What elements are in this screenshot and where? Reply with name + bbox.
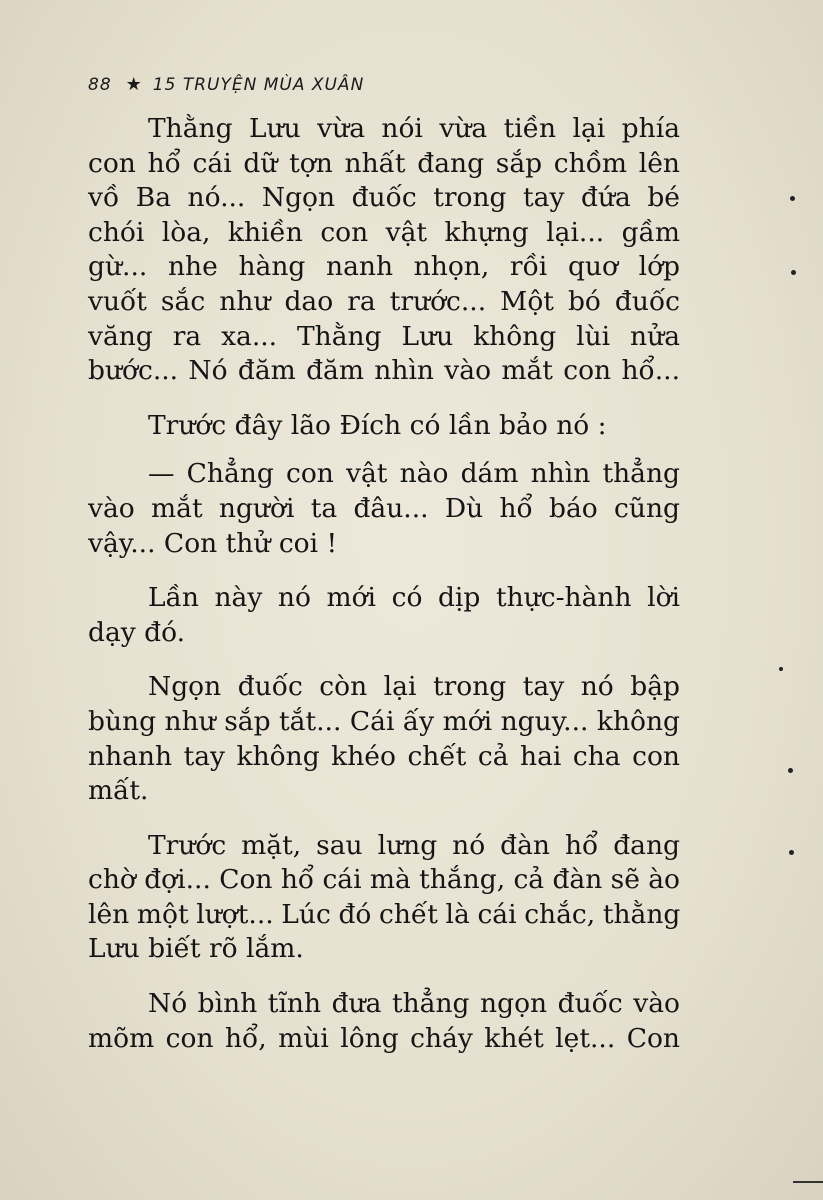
text-line: mất.	[88, 775, 149, 807]
text-line: văng ra xa... Thằng Lưu không lùi nửa	[88, 320, 680, 352]
text-line: chói lòa, khiền con vật khựng lại... gầm	[88, 216, 680, 248]
paragraph	[88, 409, 680, 444]
paragraph	[88, 670, 680, 808]
page-speck	[790, 196, 795, 201]
page-speck	[789, 850, 794, 855]
page-speck	[788, 768, 793, 773]
page-header	[88, 74, 364, 95]
star-icon: ★	[125, 74, 143, 95]
page-number: 88	[88, 75, 112, 95]
text-line: mõm con hổ, mùi lông cháy khét lẹt... Con	[88, 1022, 680, 1054]
text-line: vậy... Con thử coi !	[88, 527, 338, 559]
paragraph	[88, 112, 680, 389]
page-speck	[791, 270, 796, 275]
text-line: nhanh tay không khéo chết cả hai cha con	[88, 740, 680, 772]
paragraph	[88, 987, 680, 1056]
page-speck	[779, 667, 783, 671]
text-line: vồ Ba nó... Ngọn đuốc trong tay đứa bé	[88, 182, 680, 214]
text-line: Trước mặt, sau lưng nó đàn hổ đang	[148, 829, 680, 861]
text-line: vào mắt người ta đâu... Dù hổ báo cũng	[88, 492, 680, 524]
paragraph	[88, 457, 680, 561]
text-line: gừ... nhe hàng nanh nhọn, rồi quơ lớp	[88, 251, 680, 283]
text-line: — Chẳng con vật nào dám nhìn thẳng	[148, 458, 680, 490]
page-edge-mark	[793, 1181, 823, 1183]
text-line: Lưu biết rõ lắm.	[88, 933, 304, 965]
text-line: chờ đợi... Con hổ cái mà thắng, cả đàn sẽ ào	[88, 864, 680, 896]
paragraph	[88, 581, 680, 650]
book-title: 15 TRUYỆN MÙA XUÂN	[152, 75, 365, 95]
text-line: Trước đây lão Đích có lần bảo nó :	[148, 409, 607, 441]
text-line: lên một lượt... Lúc đó chết là cái chắc, thằng	[88, 898, 681, 930]
page-body	[88, 112, 680, 1056]
text-line: Lần này nó mới có dịp thực-hành lời	[148, 582, 680, 614]
text-line: bùng như sắp tắt... Cái ấy mới nguy... không	[88, 705, 680, 737]
text-line: dạy đó.	[88, 616, 186, 648]
text-line: bước... Nó đăm đăm nhìn vào mắt con hổ...	[88, 355, 680, 387]
text-line: Nó bình tĩnh đưa thẳng ngọn đuốc vào	[148, 988, 680, 1020]
text-line: con hổ cái dữ tợn nhất đang sắp chồm lên	[88, 147, 680, 179]
paragraph	[88, 829, 680, 967]
text-line: Thằng Lưu vừa nói vừa tiền lại phía	[148, 113, 680, 144]
text-line: Ngọn đuốc còn lại trong tay nó bập	[148, 671, 680, 703]
text-line: vuốt sắc như dao ra trước... Một bó đuốc	[88, 285, 680, 317]
